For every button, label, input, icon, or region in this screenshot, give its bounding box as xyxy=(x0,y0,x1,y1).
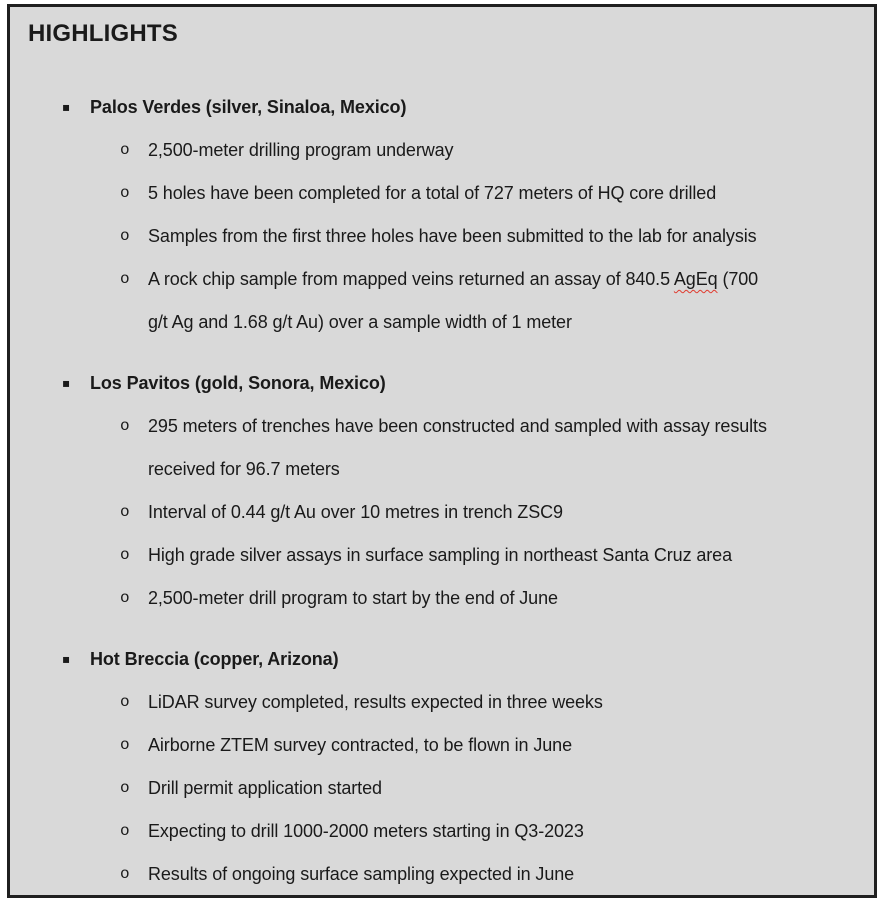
list-item-line-2: received for 96.7 meters xyxy=(148,459,340,479)
section-hot-breccia xyxy=(10,638,874,896)
list-item-line-1: 295 meters of trenches have been constructed and sampled with assay results xyxy=(148,416,767,436)
list-item xyxy=(10,215,874,258)
list-item xyxy=(10,491,874,534)
list-item xyxy=(10,767,874,810)
list-item xyxy=(10,258,874,344)
circle-bullet-icon: o xyxy=(120,184,130,202)
list-item-text: Airborne ZTEM survey contracted, to be flown in June xyxy=(148,735,572,755)
section-heading xyxy=(10,362,874,405)
circle-bullet-icon: o xyxy=(120,546,130,564)
list-item-text: LiDAR survey completed, results expected in three weeks xyxy=(148,692,603,712)
list-item-line-2: g/t Ag and 1.68 g/t Au) over a sample width of 1 meter xyxy=(148,312,572,332)
list-item xyxy=(10,129,874,172)
list-item-text: A rock chip sample from mapped veins returned an assay of 840.5 xyxy=(148,269,674,289)
list-item-text: 2,500-meter drill program to start by the end of June xyxy=(148,588,558,608)
square-bullet-icon: ▪ xyxy=(62,100,71,114)
list-item xyxy=(10,405,874,491)
section-heading-text: Los Pavitos (gold, Sonora, Mexico) xyxy=(90,373,386,393)
circle-bullet-icon: o xyxy=(120,693,130,711)
page-title: HIGHLIGHTS xyxy=(28,20,178,47)
circle-bullet-icon: o xyxy=(120,227,130,245)
list-item xyxy=(10,534,874,577)
list-item xyxy=(10,172,874,215)
section-heading-text: Palos Verdes (silver, Sinaloa, Mexico) xyxy=(90,97,407,117)
list-item xyxy=(10,724,874,767)
list-item-text: (700 xyxy=(717,269,759,289)
list-item-text: Expecting to drill 1000-2000 meters starting in Q3-2023 xyxy=(148,821,584,841)
circle-bullet-icon: o xyxy=(120,503,130,521)
spellcheck-flagged-word: AgEq xyxy=(673,269,718,289)
circle-bullet-icon: o xyxy=(120,141,130,159)
circle-bullet-icon: o xyxy=(120,736,130,754)
list-item-text: 2,500-meter drilling program underway xyxy=(148,140,454,160)
list-item-text: Interval of 0.44 g/t Au over 10 metres in trench ZSC9 xyxy=(148,502,563,522)
circle-bullet-icon: o xyxy=(120,865,130,883)
list-item xyxy=(10,577,874,620)
circle-bullet-icon: o xyxy=(120,589,130,607)
circle-bullet-icon: o xyxy=(120,270,130,288)
section-los-pavitos xyxy=(10,362,874,620)
list-item xyxy=(10,853,874,896)
list-item-text: High grade silver assays in surface sampling in northeast Santa Cruz area xyxy=(148,545,732,565)
circle-bullet-icon: o xyxy=(120,779,130,797)
circle-bullet-icon: o xyxy=(120,822,130,840)
list-item-text: Drill permit application started xyxy=(148,778,382,798)
highlights-panel xyxy=(7,4,877,898)
section-heading-text: Hot Breccia (copper, Arizona) xyxy=(90,649,339,669)
section-heading xyxy=(10,86,874,129)
section-palos-verdes xyxy=(10,86,874,344)
list-item xyxy=(10,681,874,724)
square-bullet-icon: ▪ xyxy=(62,652,71,666)
list-item-text: Samples from the first three holes have been submitted to the lab for analysis xyxy=(148,226,757,246)
list-item-text: 5 holes have been completed for a total of 727 meters of HQ core drilled xyxy=(148,183,717,203)
square-bullet-icon: ▪ xyxy=(62,376,71,390)
list-item-text: Results of ongoing surface sampling expected in June xyxy=(148,864,575,884)
section-heading xyxy=(10,638,874,681)
list-item xyxy=(10,810,874,853)
circle-bullet-icon: o xyxy=(120,417,130,435)
list-item-line-1 xyxy=(148,258,848,301)
